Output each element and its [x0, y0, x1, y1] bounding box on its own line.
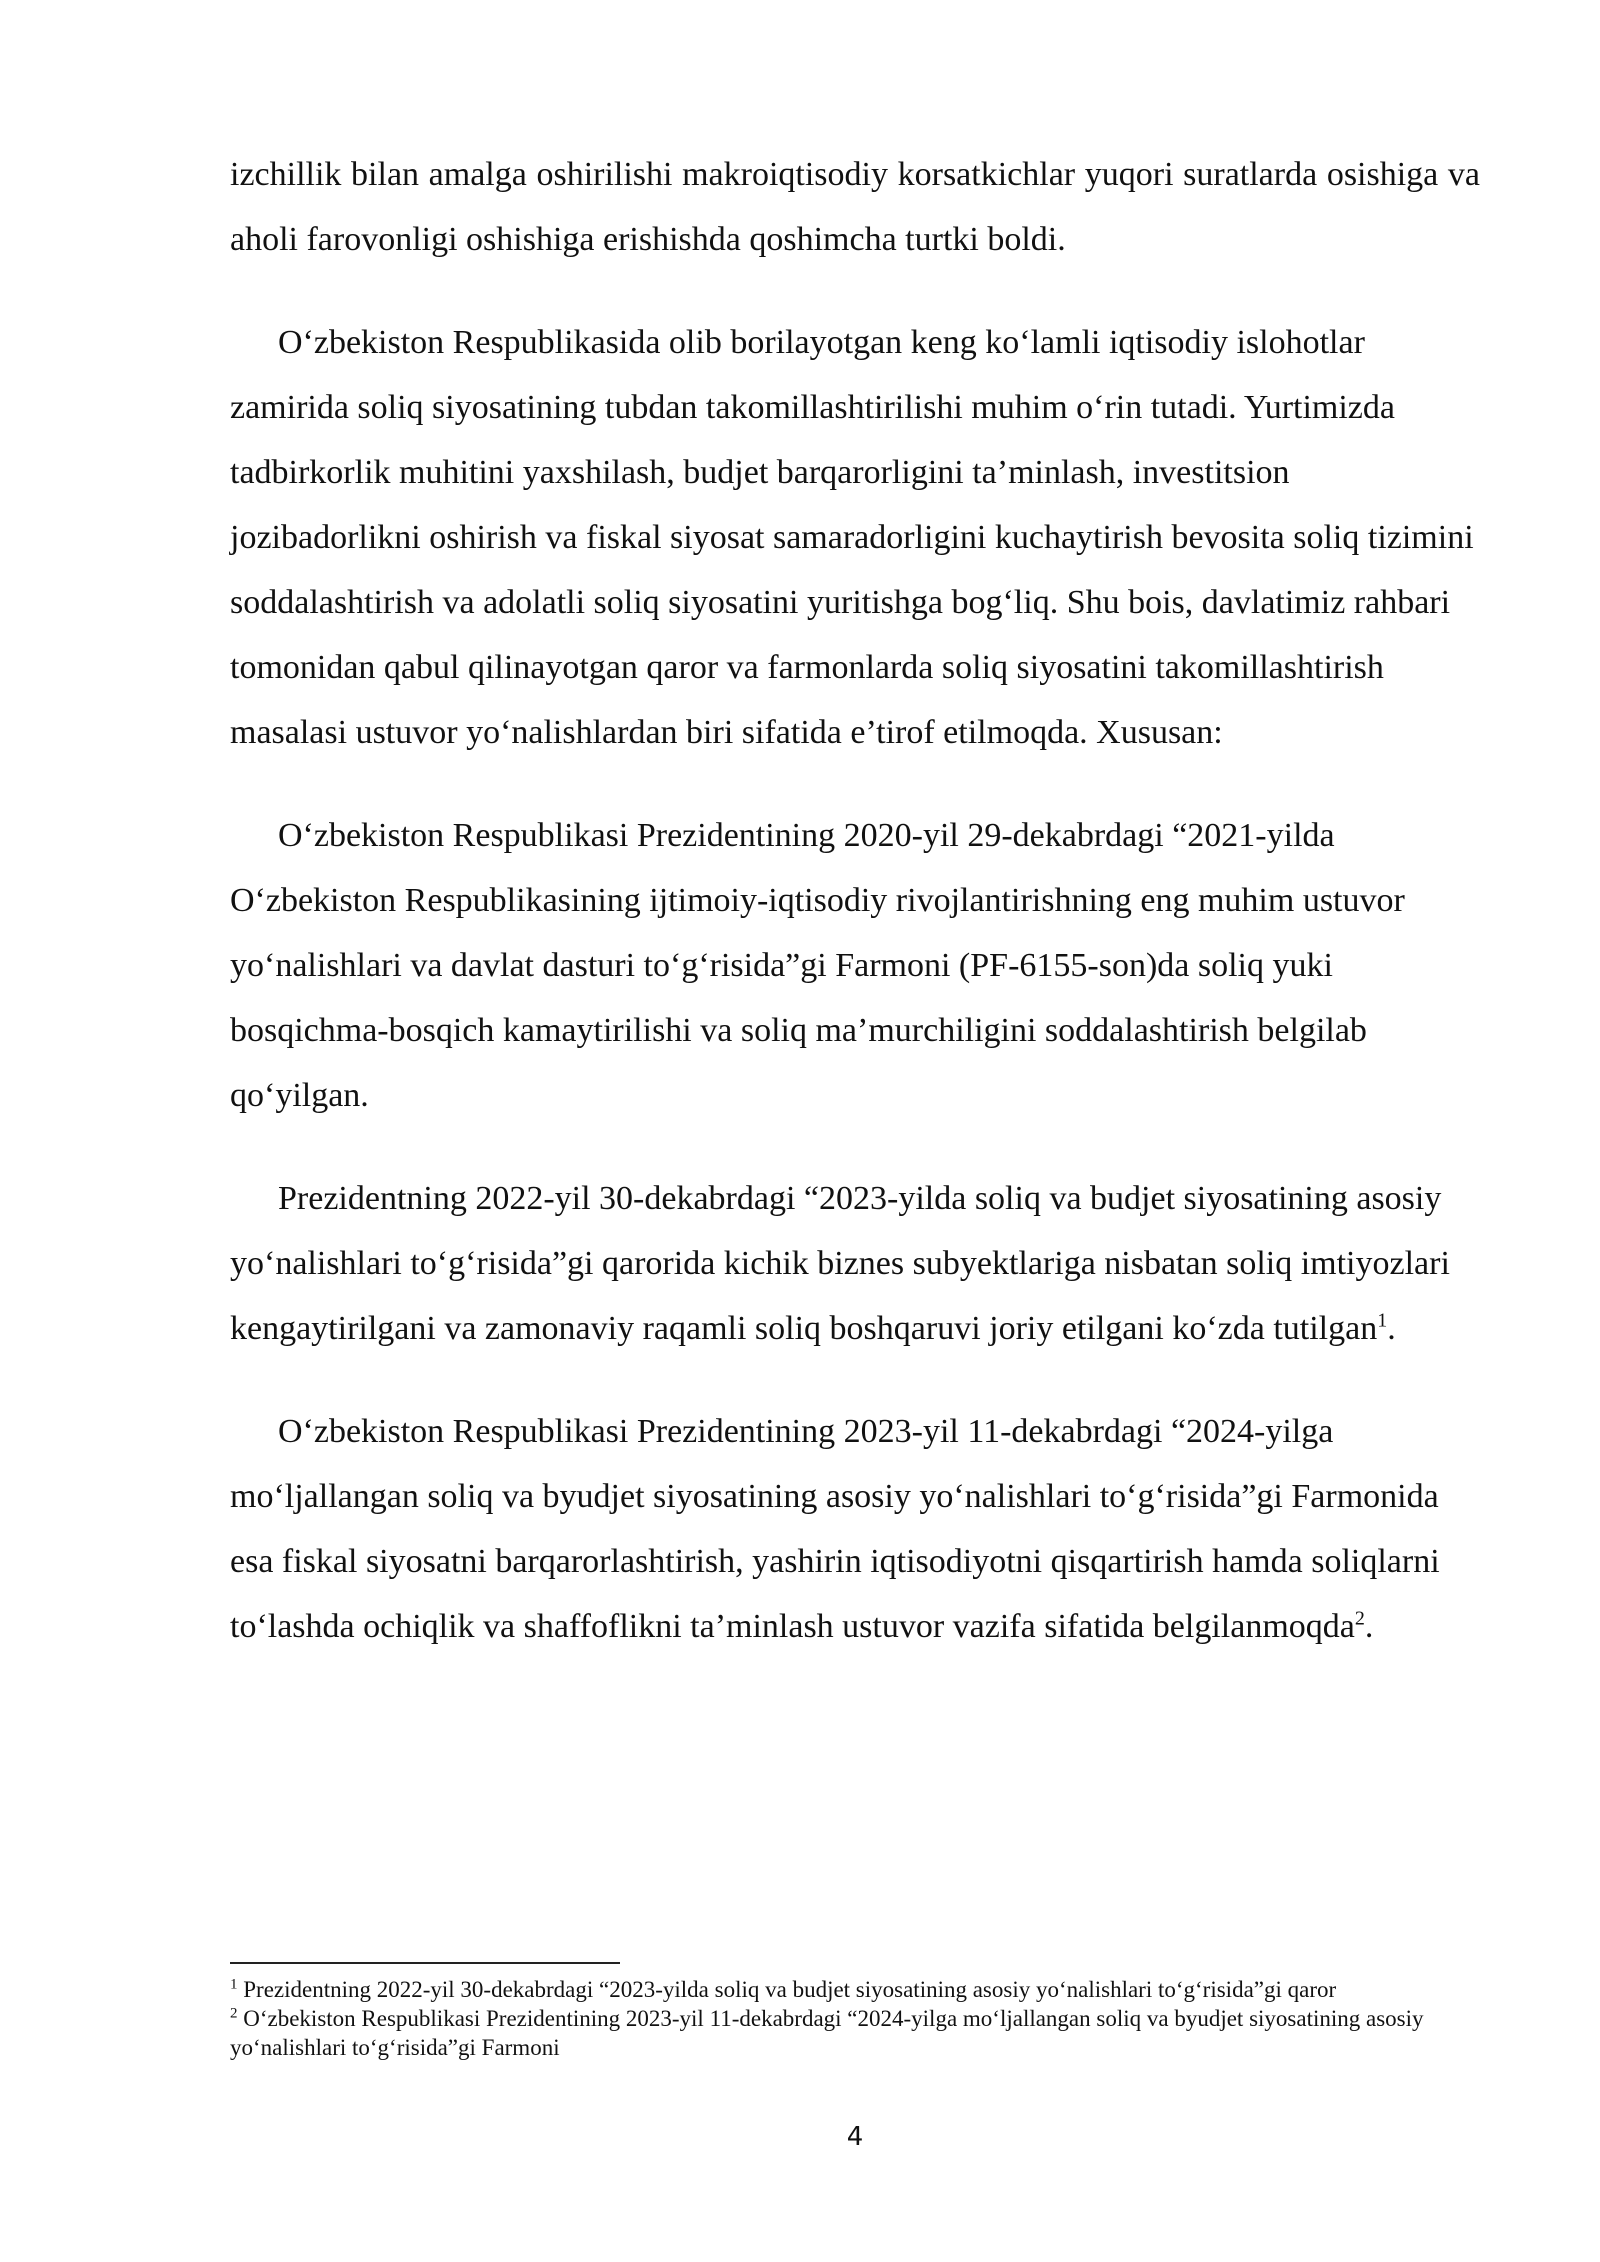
paragraph-text: O‘zbekiston Respublikasida olib borilayotgan keng ko‘lamli iqtisodiy islohotlar zamirida soliq siyosatining tubdan takomillashtirilishi muhim o‘rin tutadi. Yurtimizda tadbirkorlik muhitini yaxshilash, budjet barqarorligini ta’minlash, investitsion jozibadorlikni oshirish va fiskal siyosat samaradorligini kuchaytirish bevosita soliq tizimini soddalashtirish va adolatli soliq siyosatini yuritishga bog‘liq. Shu bois, davlatimiz rahbari tomonidan qabul qilinayotgan qaror va farmonlarda soliq siyosatini takomillashtirish masalasi ustuvor yo‘nalishlardan biri sifatida e’tirof etilmoqda. Xususan:: [230, 324, 1474, 751]
footnote-text: Prezidentning 2022-yil 30-dekabrdagi “2023-yilda soliq va budjet siyosatining asosiy yo‘nalishlari to‘g‘risida”gi qaror: [243, 1977, 1337, 2002]
footnote-1: [230, 1975, 1490, 2004]
page-number: 4: [846, 2122, 864, 2152]
footnote-2: [230, 2004, 1490, 2062]
paragraph-text: O‘zbekiston Respublikasi Prezidentining 2023-yil 11-dekabrdagi “2024-yilga mo‘ljallangan soliq va byudjet siyosatining asosiy yo‘nalishlari to‘g‘risida”gi Farmonida esa fiskal siyosatni barqarorlashtirish, yashirin iqtisodiyotni qisqartirish hamda soliqlarni to‘lashda ochiqlik va shaffoflikni ta’minlash ustuvor vazifa sifatida belgilanmoqda: [230, 1413, 1440, 1645]
paragraph-continuation: [230, 142, 1480, 272]
footnote-marker: 1: [230, 1976, 238, 1993]
footnotes: [230, 1975, 1490, 2062]
paragraph-tax-reforms: [230, 310, 1480, 765]
footnote-text: O‘zbekiston Respublikasi Prezidentining 2023-yil 11-dekabrdagi “2024-yilga mo‘ljallangan soliq va byudjet siyosatining asosiy yo‘nalishlari to‘g‘risida”gi Farmoni: [230, 2006, 1424, 2060]
footnote-reference[interactable]: 2: [1354, 1607, 1365, 1630]
paragraph-decree-2023: O‘zbekiston Respublikasi Prezidentining 2023-yil 11-dekabrdagi “2024-yilga mo‘ljallangan soliq va byudjet siyosatining asosiy yo‘nalishlari to‘g‘risida”gi Farmonida esa fiskal siyosatni barqarorlashtirish, yashirin iqtisodiyotni qisqartirish hamda soliqlarni to‘lashda ochiqlik va shaffoflikni ta’minlash ustuvor vazifa sifatida belgilanmoqda$^2$.: [230, 1413, 1440, 1645]
footnote-reference[interactable]: 1: [1377, 1309, 1388, 1332]
paragraph-text: O‘zbekiston Respublikasi Prezidentining 2020-yil 29-dekabrdagi “2021-yilda O‘zbekiston Respublikasining ijtimoiy-iqtisodiy rivojlantirishning eng muhim ustuvor yo‘nalishlari va davlat dasturi to‘g‘risida”gi Farmoni (PF-6155-son)da soliq yuki bosqichma-bosqich kamaytirilishi va soliq ma’murchiligini soddalashtirish belgilab qo‘yilgan.: [230, 817, 1405, 1114]
footnote-marker: 2: [230, 2005, 238, 2022]
paragraph-text: izchillik bilan amalga oshirilishi makroiqtisodiy korsatkichlar yuqori suratlarda osishiga va aholi farovonligi oshishiga erishishda qoshimcha turtki boldi.: [230, 156, 1480, 258]
paragraph-decree-pf6155: [230, 803, 1480, 1128]
paragraph-text: Prezidentning 2022-yil 30-dekabrdagi “2023-yilda soliq va budjet siyosatining asosiy yo‘nalishlari to‘g‘risida”gi qarorida kichik biznes subyektlariga nisbatan soliq imtiyozlari kengaytirilgani va zamonaviy raqamli soliq boshqaruvi joriy etilgani ko‘zda tutilgan: [230, 1180, 1450, 1347]
paragraph-resolution-2022: Prezidentning 2022-yil 30-dekabrdagi “2023-yilda soliq va budjet siyosatining asosiy yo‘nalishlari to‘g‘risida”gi qarorida kichik biznes subyektlariga nisbatan soliq imtiyozlari kengaytirilgani va zamonaviy raqamli soliq boshqaruvi joriy etilgani ko‘zda tutilgan$^1$.: [230, 1180, 1450, 1347]
footnote-separator: [230, 1962, 620, 1964]
body-text: [230, 142, 1480, 1697]
